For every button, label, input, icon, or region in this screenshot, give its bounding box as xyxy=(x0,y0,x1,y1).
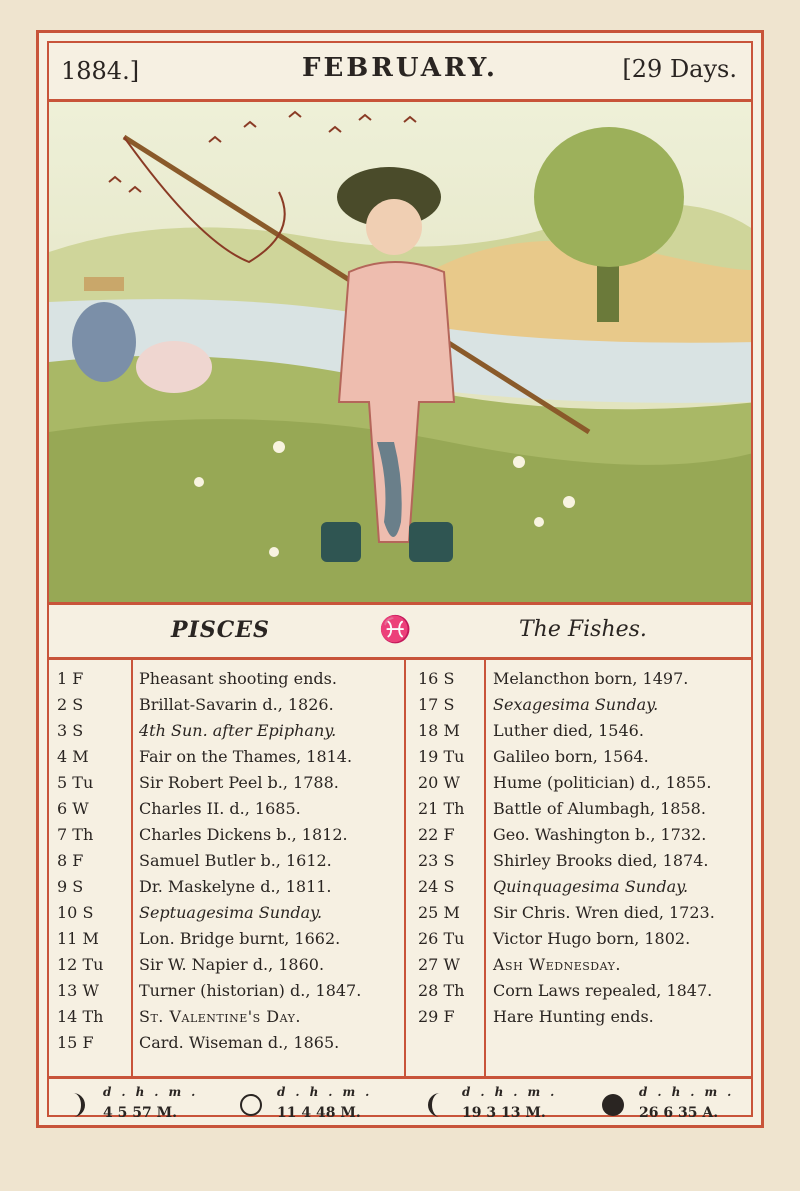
event-text: Shirley Brooks died, 1874. xyxy=(493,851,709,870)
event-text: Samuel Butler b., 1612. xyxy=(139,851,332,870)
calendar-row xyxy=(49,924,404,950)
calendar-row xyxy=(49,768,404,794)
calendar-row xyxy=(406,924,757,950)
calendar-row xyxy=(49,716,404,742)
calendar-row xyxy=(49,1028,404,1054)
left-boot xyxy=(321,522,361,562)
day-label: 9 S xyxy=(57,877,84,896)
zodiac-meaning: The Fishes. xyxy=(519,617,647,642)
phase-units: d.h.m. xyxy=(277,1085,380,1099)
left-column xyxy=(49,660,404,1076)
day-label: 17 S xyxy=(418,695,455,714)
event-text: Sir Robert Peel b., 1788. xyxy=(139,773,339,792)
day-label: 28 Th xyxy=(418,981,465,1000)
calendar-row xyxy=(49,872,404,898)
calendar-row xyxy=(406,976,757,1002)
event-text: Geo. Washington b., 1732. xyxy=(493,825,707,844)
day-label: 10 S xyxy=(57,903,94,922)
event-text: Card. Wiseman d., 1865. xyxy=(139,1033,340,1052)
event-text: Victor Hugo born, 1802. xyxy=(493,929,691,948)
calendar-row xyxy=(406,690,757,716)
illustration-svg xyxy=(49,102,751,602)
event-text: Dr. Maskelyne d., 1811. xyxy=(139,877,332,896)
calendar-row xyxy=(406,1002,757,1028)
day-label: 23 S xyxy=(418,851,455,870)
calendar-row xyxy=(406,716,757,742)
phase-time: 26 6 35 A. xyxy=(639,1105,719,1121)
day-label: 14 Th xyxy=(57,1007,104,1026)
calendar-row xyxy=(49,794,404,820)
day-label: 27 W xyxy=(418,955,460,974)
day-label: 5 Tu xyxy=(57,773,94,792)
phase-units: d.h.m. xyxy=(462,1085,565,1099)
phase-time: 19 3 13 M. xyxy=(462,1105,546,1121)
event-text: Quinquagesima Sunday. xyxy=(493,877,689,896)
event-text: Melancthon born, 1497. xyxy=(493,669,689,688)
days-count: [29 Days. xyxy=(622,55,737,83)
event-text: Battle of Alumbagh, 1858. xyxy=(493,799,706,818)
phase-units: d.h.m. xyxy=(103,1085,206,1099)
day-label: 26 Tu xyxy=(418,929,465,948)
day-label: 15 F xyxy=(57,1033,94,1052)
calendar-row xyxy=(49,664,404,690)
full-moon-icon xyxy=(239,1091,267,1119)
calendar-row xyxy=(49,976,404,1002)
event-text: St. Valentine's Day. xyxy=(139,1007,301,1026)
event-text: Luther died, 1546. xyxy=(493,721,644,740)
event-text: Hume (politician) d., 1855. xyxy=(493,773,712,792)
calendar-row xyxy=(406,898,757,924)
calendar-row xyxy=(406,820,757,846)
calendar-row xyxy=(49,820,404,846)
calendar-row xyxy=(49,742,404,768)
calendar-row xyxy=(49,898,404,924)
boy-face xyxy=(366,199,422,255)
calendar-row xyxy=(406,742,757,768)
zodiac-band xyxy=(49,605,751,660)
event-text: Ash Wednesday. xyxy=(493,955,621,974)
day-label: 11 M xyxy=(57,929,99,948)
day-label: 21 Th xyxy=(418,799,465,818)
new-moon-icon xyxy=(601,1091,629,1119)
moon-phases xyxy=(49,1079,751,1121)
calendar-row xyxy=(49,1002,404,1028)
day-label: 1 F xyxy=(57,669,84,688)
first-quarter-moon-icon xyxy=(65,1091,93,1119)
day-label: 13 W xyxy=(57,981,99,1000)
event-text: Hare Hunting ends. xyxy=(493,1007,654,1026)
month-title: FEBRUARY. xyxy=(302,53,498,83)
day-label: 3 S xyxy=(57,721,84,740)
day-label: 22 F xyxy=(418,825,455,844)
day-label: 4 M xyxy=(57,747,89,766)
calendar-row xyxy=(49,846,404,872)
calendar-row xyxy=(49,950,404,976)
calendar-row xyxy=(406,768,757,794)
page-header xyxy=(49,43,751,102)
day-label: 25 M xyxy=(418,903,460,922)
event-text: 4th Sun. after Epiphany. xyxy=(139,721,337,740)
calendar-row xyxy=(406,872,757,898)
calendar-row xyxy=(406,846,757,872)
calendar-row xyxy=(49,690,404,716)
day-label: 19 Tu xyxy=(418,747,465,766)
event-text: Sir Chris. Wren died, 1723. xyxy=(493,903,715,922)
calendar-page xyxy=(36,30,764,1128)
phase-time: 11 4 48 M. xyxy=(277,1105,361,1121)
event-text: Sexagesima Sunday. xyxy=(493,695,659,714)
calendar-row xyxy=(406,664,757,690)
event-text: Charles II. d., 1685. xyxy=(139,799,301,818)
pisces-icon: ♓ xyxy=(379,615,412,645)
day-label: 24 S xyxy=(418,877,455,896)
day-label: 6 W xyxy=(57,799,89,818)
event-text: Corn Laws repealed, 1847. xyxy=(493,981,713,1000)
day-label: 16 S xyxy=(418,669,455,688)
event-text: Galileo born, 1564. xyxy=(493,747,649,766)
calendar-row xyxy=(406,950,757,976)
event-text: Turner (historian) d., 1847. xyxy=(139,981,362,1000)
boy-fishing-illustration xyxy=(49,102,751,605)
event-text: Septuagesima Sunday. xyxy=(139,903,323,922)
last-quarter-moon-icon xyxy=(424,1091,452,1119)
seated-girl xyxy=(136,341,212,393)
right-column xyxy=(406,660,757,1076)
hat xyxy=(84,277,124,291)
calendar-frame xyxy=(47,41,753,1121)
event-text: Pheasant shooting ends. xyxy=(139,669,337,688)
day-label: 29 F xyxy=(418,1007,455,1026)
day-label: 8 F xyxy=(57,851,84,870)
tree-canopy xyxy=(534,127,684,267)
seated-child xyxy=(72,302,136,382)
day-label: 18 M xyxy=(418,721,460,740)
year-label: 1884.] xyxy=(61,57,140,85)
calendar-grid xyxy=(49,660,751,1079)
right-boot xyxy=(409,522,453,562)
event-text: Charles Dickens b., 1812. xyxy=(139,825,348,844)
phase-time: 4 5 57 M. xyxy=(103,1105,177,1121)
zodiac-sign: PISCES xyxy=(171,617,270,643)
event-text: Brillat-Savarin d., 1826. xyxy=(139,695,334,714)
event-text: Sir W. Napier d., 1860. xyxy=(139,955,325,974)
day-label: 7 Th xyxy=(57,825,94,844)
phase-units: d.h.m. xyxy=(639,1085,742,1099)
day-label: 20 W xyxy=(418,773,460,792)
day-label: 2 S xyxy=(57,695,84,714)
day-label: 12 Tu xyxy=(57,955,104,974)
event-text: Fair on the Thames, 1814. xyxy=(139,747,353,766)
event-text: Lon. Bridge burnt, 1662. xyxy=(139,929,341,948)
calendar-row xyxy=(406,794,757,820)
